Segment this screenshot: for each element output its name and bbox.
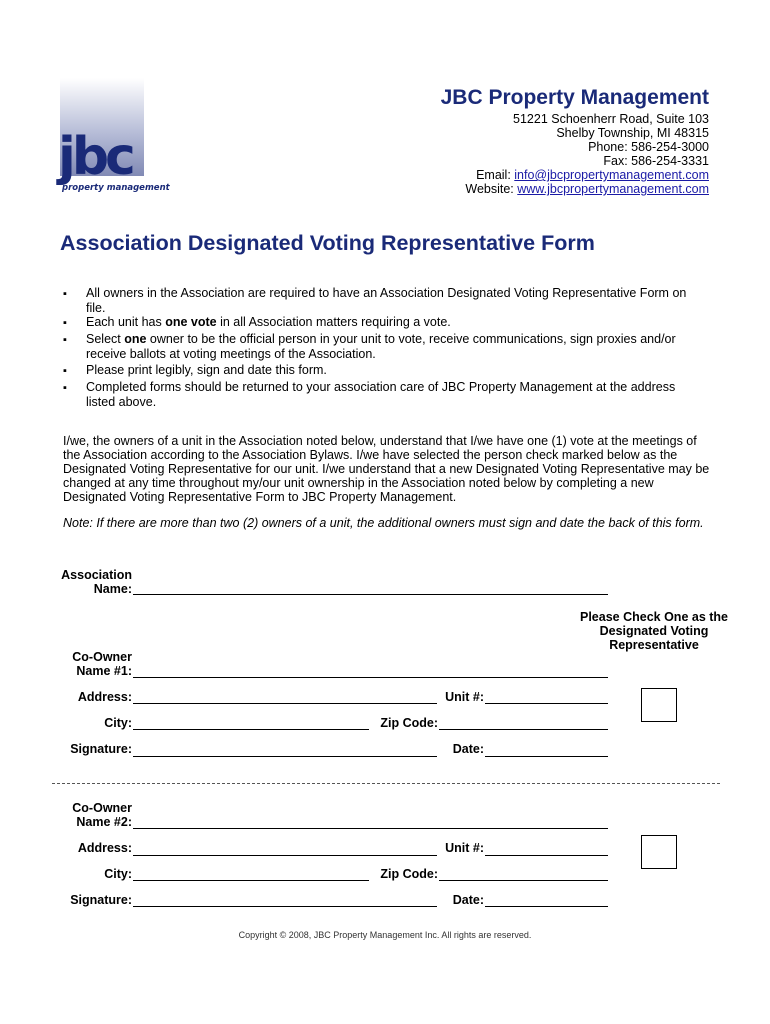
- bullet-2: Each unit has one vote in all Association matters requiring a vote.: [86, 315, 451, 329]
- owner2-address-field[interactable]: [133, 855, 437, 856]
- owner2-city-field[interactable]: [133, 880, 369, 881]
- owner2-zip-field[interactable]: [439, 880, 608, 881]
- owner1-address-field[interactable]: [133, 703, 437, 704]
- owner2-address-label: Address:: [77, 841, 132, 855]
- bullet-1: All owners in the Association are required to have an Association Designated Voting Representative Form on file.: [86, 286, 687, 315]
- owner1-unit-label: Unit #:: [445, 690, 484, 704]
- check-instructions: Please Check One as the Designated Voting Representative: [580, 610, 728, 652]
- phone: Phone: 586-254-3000: [588, 140, 709, 154]
- owner1-address-label: Address:: [77, 690, 132, 704]
- owner1-signature-field[interactable]: [133, 756, 437, 757]
- address-street: 51221 Schoenherr Road, Suite 103: [513, 112, 709, 126]
- website-line: [465, 182, 709, 196]
- owner2-label: Co-Owner Name #2:: [72, 801, 132, 829]
- owner1-date-label: Date:: [452, 742, 484, 756]
- bullet-marker: ▪: [63, 382, 67, 394]
- owner2-signature-field[interactable]: [133, 906, 437, 907]
- owner1-label: Co-Owner Name #1:: [72, 650, 132, 678]
- form-title: Association Designated Voting Representative Form: [60, 231, 595, 255]
- owner2-date-label: Date:: [452, 893, 484, 907]
- association-name-field[interactable]: [133, 594, 608, 595]
- logo-tagline: property management: [62, 183, 170, 193]
- note: Note: If there are more than two (2) owners of a unit, the additional owners must sign and date the back of this form.: [63, 516, 704, 530]
- bullet-4: Please print legibly, sign and date this form.: [86, 363, 327, 377]
- owner2-signature-label: Signature:: [70, 893, 132, 907]
- bullet-marker: ▪: [63, 288, 67, 300]
- owner2-checkbox[interactable]: [641, 835, 677, 869]
- association-label: Association Name:: [61, 568, 132, 596]
- owner1-unit-field[interactable]: [485, 703, 608, 704]
- owner2-unit-field[interactable]: [485, 855, 608, 856]
- address-city: Shelby Township, MI 48315: [556, 126, 709, 140]
- owner2-date-field[interactable]: [485, 906, 608, 907]
- owner1-city-label: City:: [104, 716, 132, 730]
- copyright: Copyright © 2008, JBC Property Management Inc. All rights are reserved.: [238, 930, 532, 940]
- website-label: Website:: [465, 182, 518, 196]
- owner1-zip-label: Zip Code:: [380, 716, 438, 730]
- bullet-3: Select one owner to be the official person in your unit to vote, receive communications, sign proxies and/or receive ballots at voting meetings of the Association.: [86, 332, 676, 361]
- owner2-unit-label: Unit #:: [445, 841, 484, 855]
- owner1-date-field[interactable]: [485, 756, 608, 757]
- company-name: JBC Property Management: [440, 86, 709, 109]
- owner1-name-field[interactable]: [133, 677, 608, 678]
- section-divider: [52, 783, 720, 784]
- owner2-city-label: City:: [104, 867, 132, 881]
- owner2-name-field[interactable]: [133, 828, 608, 829]
- bullet-marker: ▪: [63, 334, 67, 346]
- logo-letters: jbc: [58, 127, 132, 187]
- email-line: [476, 168, 709, 182]
- owner1-zip-field[interactable]: [439, 729, 608, 730]
- company-logo: [58, 78, 170, 198]
- bullet-5: Completed forms should be returned to your association care of JBC Property Management at the address listed above.: [86, 380, 676, 409]
- website-link[interactable]: www.jbcpropertymanagement.com: [517, 182, 709, 196]
- email-label: Email:: [476, 168, 515, 182]
- bullet-marker: ▪: [63, 317, 67, 329]
- email-link[interactable]: info@jbcpropertymanagement.com: [514, 168, 709, 182]
- owner2-zip-label: Zip Code:: [380, 867, 438, 881]
- fax: Fax: 586-254-3331: [603, 154, 709, 168]
- owner1-city-field[interactable]: [133, 729, 369, 730]
- agreement-paragraph: I/we, the owners of a unit in the Association noted below, understand that I/we have one (1) vote at the meetings of the Association according to the Association Bylaws. I/we have selected the person check marked below as the Designated Voting Representative for our unit. I/we understand that a new Designated Voting Representative may be changed at any time throughout my/our unit ownership in the Association noted below by completing a new Designated Voting Representative Form to JBC Property Management.: [63, 434, 710, 504]
- owner1-checkbox[interactable]: [641, 688, 677, 722]
- bullet-marker: ▪: [63, 365, 67, 377]
- owner1-signature-label: Signature:: [70, 742, 132, 756]
